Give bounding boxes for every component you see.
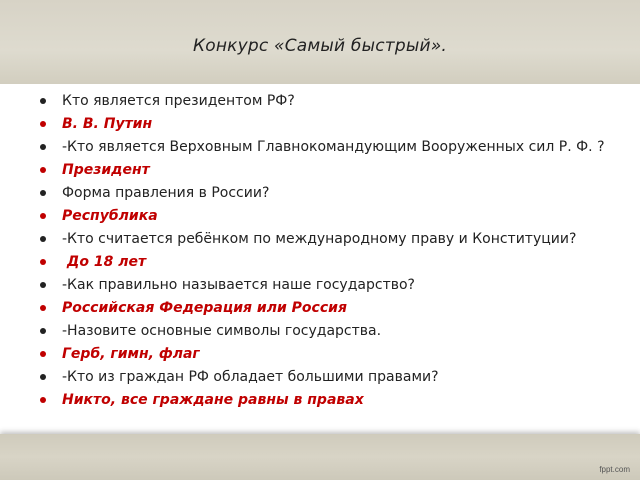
question-text: -Кто из граждан РФ обладает большими правами? bbox=[62, 369, 439, 385]
answer-text: Президент bbox=[62, 162, 150, 178]
list-item bbox=[38, 92, 608, 110]
bullet-icon bbox=[40, 374, 46, 380]
question-text: -Как правильно называется наше государство? bbox=[62, 277, 415, 293]
bullet-icon bbox=[40, 305, 46, 311]
bullet-icon bbox=[40, 121, 46, 127]
list-item bbox=[38, 138, 608, 156]
bullet-icon bbox=[40, 236, 46, 242]
question-text: Форма правления в России? bbox=[62, 185, 270, 201]
bullet-icon bbox=[40, 351, 46, 357]
list-item bbox=[38, 253, 608, 271]
bullet-icon bbox=[40, 213, 46, 219]
slide-footer bbox=[0, 434, 640, 480]
bullet-list bbox=[38, 92, 608, 414]
bullet-icon bbox=[40, 144, 46, 150]
bullet-icon bbox=[40, 98, 46, 104]
bullet-icon bbox=[40, 190, 46, 196]
answer-text: В. В. Путин bbox=[62, 116, 153, 132]
list-item bbox=[38, 207, 608, 225]
question-text: Кто является президентом РФ? bbox=[62, 93, 295, 109]
list-item bbox=[38, 345, 608, 363]
list-item bbox=[38, 230, 608, 248]
slide-content bbox=[0, 84, 640, 434]
list-item bbox=[38, 391, 608, 409]
list-item bbox=[38, 161, 608, 179]
question-text: -Кто является Верховным Главнокомандующим Вооруженных сил Р. Ф. ? bbox=[62, 139, 605, 155]
bullet-icon bbox=[40, 259, 46, 265]
brand-watermark: fppt.com bbox=[599, 465, 630, 474]
slide-title: Конкурс «Самый быстрый». bbox=[192, 36, 448, 56]
answer-text: Никто, все граждане равны в правах bbox=[62, 392, 364, 408]
slide-header bbox=[0, 0, 640, 84]
list-item bbox=[38, 322, 608, 340]
question-text: -Кто считается ребёнком по международному праву и Конституции? bbox=[62, 231, 577, 247]
list-item bbox=[38, 368, 608, 386]
answer-text: Республика bbox=[62, 208, 158, 224]
question-text: -Назовите основные символы государства. bbox=[62, 323, 382, 339]
list-item bbox=[38, 276, 608, 294]
bullet-icon bbox=[40, 328, 46, 334]
list-item bbox=[38, 299, 608, 317]
answer-text: До 18 лет bbox=[62, 254, 147, 270]
answer-text: Российская Федерация или Россия bbox=[62, 300, 347, 316]
list-item bbox=[38, 184, 608, 202]
answer-text: Герб, гимн, флаг bbox=[62, 346, 200, 362]
bullet-icon bbox=[40, 167, 46, 173]
list-item bbox=[38, 115, 608, 133]
bullet-icon bbox=[40, 282, 46, 288]
bullet-icon bbox=[40, 397, 46, 403]
